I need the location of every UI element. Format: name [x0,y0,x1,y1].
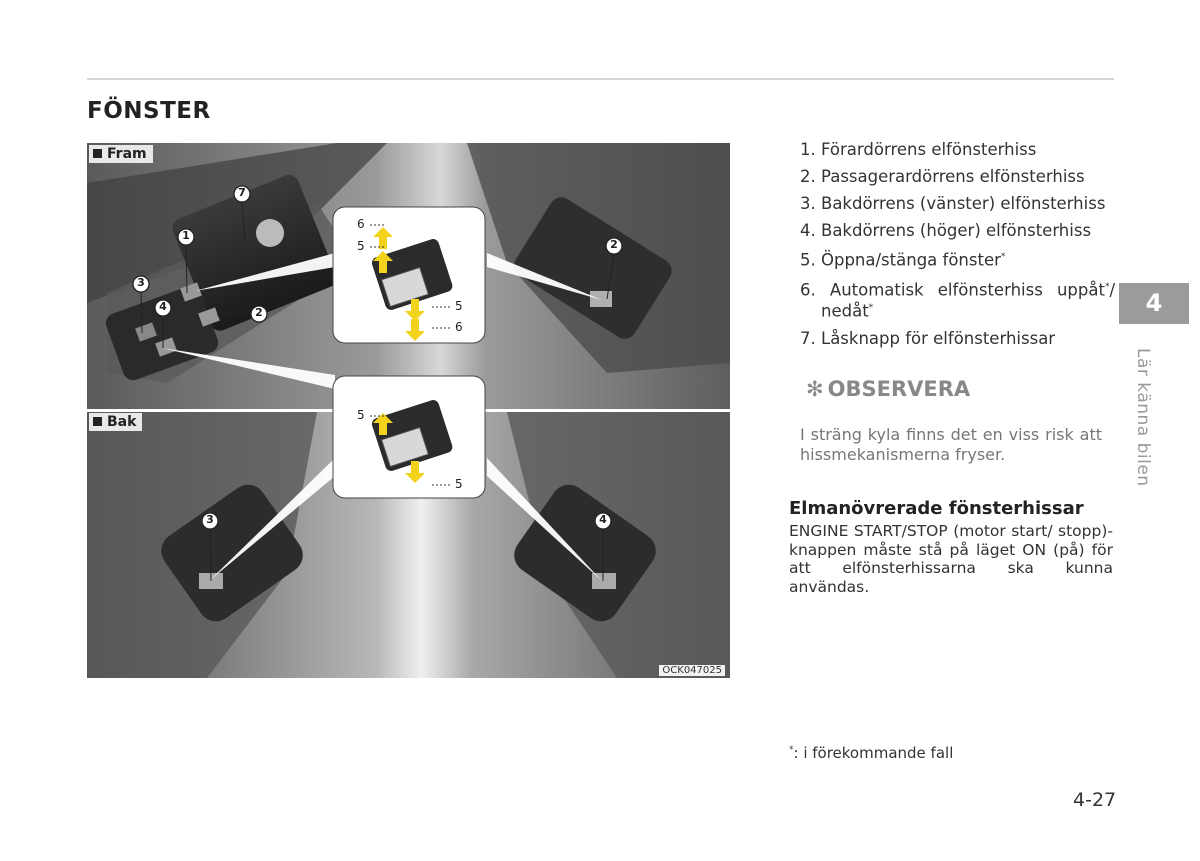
callout-4-rear: 4 [599,513,607,526]
rear-panel-label: Bak [89,413,142,431]
door-panel-illustration [87,143,730,678]
list-item: 4. Bakdörrens (höger) elfönsterhiss [800,221,1092,240]
zoom-label-5-top: 5 [357,239,365,253]
zoom-label-5-down: 5 [455,299,463,313]
chapter-tab: 4 [1119,283,1189,324]
list-item: 3. Bakdörrens (vänster) elfönsterhiss [800,194,1106,213]
front-panel-label: Fram [89,145,153,163]
callout-4-front: 4 [159,300,167,313]
list-item: 6. Automatisk elfönsterhiss uppåt*/ nedåt* [800,280,1115,321]
zoom-label-6-down: 6 [455,320,463,334]
figure-code: OCK047025 [659,665,725,676]
observera-heading: ✻ OBSERVERA [806,377,971,401]
subsection-heading: Elmanövrerade fönsterhissar [789,498,1084,519]
callout-2-passenger: 2 [610,238,618,251]
component-list [800,140,1115,356]
list-item: 5. Öppna/stänga fönster* [800,250,1006,270]
window-switch-figure [87,143,730,678]
zoom-label-6-top: 6 [357,217,365,231]
callout-3-front: 3 [137,276,145,289]
list-item: 7. Låsknapp för elfönsterhissar [800,328,1056,348]
callout-1: 1 [182,229,190,242]
section-title: FÖNSTER [87,98,211,124]
callout-7: 7 [238,186,246,199]
subsection-text: ENGINE START/STOP (motor start/ stopp)-knappen måste stå på läget ON (på) för att elfönsterhissarna ska kunna användas. [789,522,1113,596]
zoom-label-5-rear-up: 5 [357,408,365,422]
callout-2-front: 2 [255,306,263,319]
asterisk-icon: ✻ [806,377,824,401]
observera-text: I sträng kyla finns det en viss risk att hissmekanismerna fryser. [800,425,1102,464]
page-number: 4-27 [1073,789,1117,811]
list-item: 1. Förardörrens elfönsterhiss [800,140,1037,159]
callout-3-rear: 3 [206,513,214,526]
header-rule [87,78,1114,80]
chapter-title: Lär känna bilen [1133,348,1153,487]
footnote: *: i förekommande fall [789,744,954,762]
list-item: 2. Passagerardörrens elfönsterhiss [800,167,1085,186]
zoom-label-5-rear-down: 5 [455,477,463,491]
